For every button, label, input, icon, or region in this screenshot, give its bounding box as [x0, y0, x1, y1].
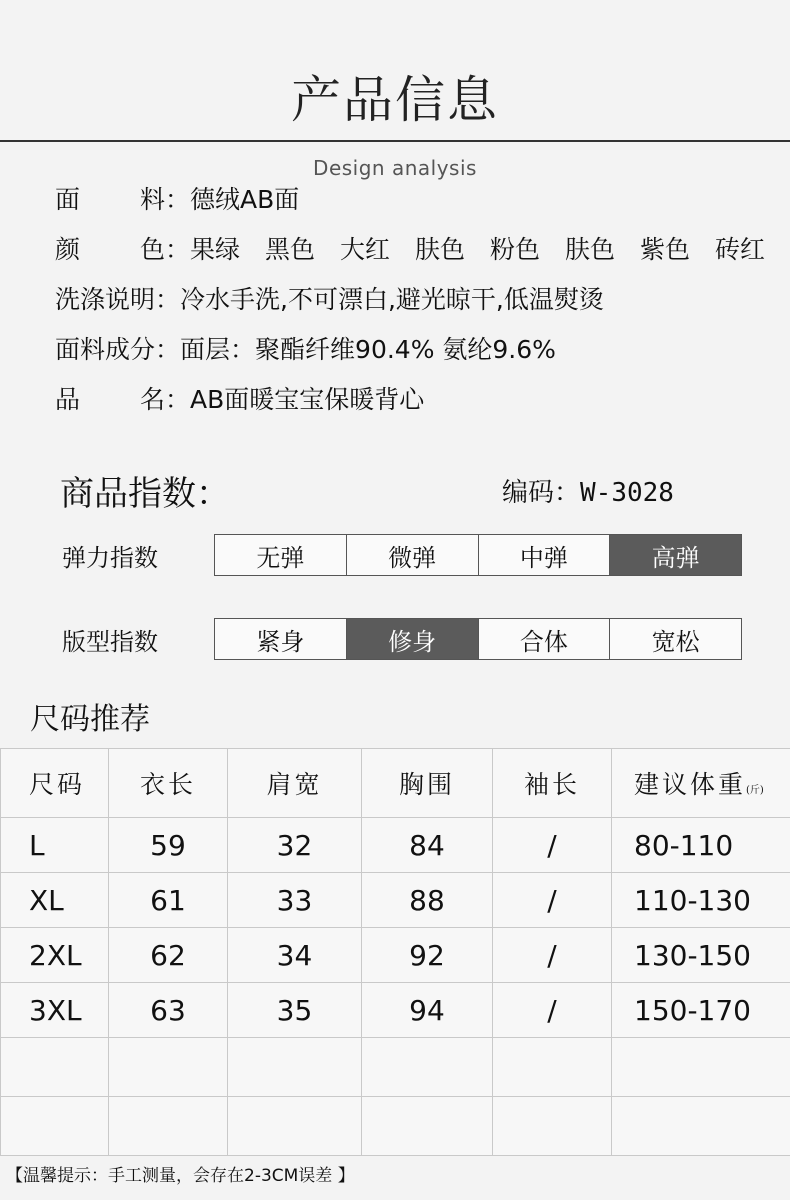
color-label: 颜 色 — [55, 235, 165, 264]
fabric-value: 德绒AB面 — [190, 185, 300, 214]
composition-value: 面层：聚酯纤维90.4% 氨纶9.6% — [180, 335, 556, 364]
info-row-wash: 洗涤说明：冷水手洗,不可漂白,避光晾干,低温熨烫 — [55, 280, 604, 316]
col-length-header: 衣长 — [109, 749, 228, 818]
elasticity-option: 微弹 — [346, 535, 478, 575]
fit-option: 修身 — [346, 619, 478, 659]
size-heading: 尺码推荐 — [30, 702, 150, 737]
col-weight-header: 建议体重(斤) — [612, 749, 790, 818]
table-row: L 59 32 84 / 80-110 — [1, 818, 790, 873]
wash-value: 冷水手洗,不可漂白,避光晾干,低温熨烫 — [180, 285, 604, 314]
index-title: 商品指数： — [60, 474, 230, 514]
code-label: 编码： — [502, 478, 581, 508]
col-size-header: 尺码 — [1, 749, 109, 818]
col-chest-header: 胸围 — [362, 749, 493, 818]
fit-label: 版型指数 — [62, 628, 158, 656]
table-row: 2XL 62 34 92 / 130-150 — [1, 928, 790, 983]
title-divider — [0, 140, 790, 142]
fit-option: 宽松 — [609, 619, 741, 659]
table-row: XL 61 33 88 / 110-130 — [1, 873, 790, 928]
col-sleeve-header: 袖长 — [493, 749, 612, 818]
col-shoulder-header: 肩宽 — [228, 749, 362, 818]
info-row-fabric: 面 料 ：德绒AB面 — [55, 180, 299, 216]
size-table — [0, 748, 790, 1156]
table-row-empty — [1, 1038, 790, 1097]
product-code — [502, 472, 674, 509]
info-row-name: 品 名 ：AB面暖宝宝保暖背心 — [55, 380, 424, 416]
info-row-color: 颜 色 ：果绿 黑色 大红 肤色 粉色 肤色 紫色 砖红 — [55, 230, 765, 266]
wash-label: 洗涤说明 — [55, 285, 156, 314]
page-subtitle: Design analysis — [313, 156, 477, 180]
weight-unit: (斤) — [746, 785, 764, 796]
table-row: 3XL 63 35 94 / 150-170 — [1, 983, 790, 1038]
name-label: 品 名 — [55, 385, 165, 414]
table-row-empty — [1, 1097, 790, 1156]
fit-option: 合体 — [478, 619, 610, 659]
elasticity-option: 中弹 — [478, 535, 610, 575]
color-value: 果绿 黑色 大红 肤色 粉色 肤色 紫色 砖红 — [190, 235, 766, 264]
code-value: W-3028 — [580, 478, 674, 508]
size-table-header — [1, 749, 790, 818]
measurement-tip: 【温馨提示：手工测量，会存在2-3CM误差 】 — [6, 1166, 355, 1186]
name-value: AB面暖宝宝保暖背心 — [190, 385, 425, 414]
elasticity-option: 高弹 — [609, 535, 741, 575]
fit-scale — [214, 618, 742, 660]
fabric-label: 面 料 — [55, 185, 165, 214]
elasticity-scale — [214, 534, 742, 576]
fit-option: 紧身 — [215, 619, 346, 659]
elasticity-option: 无弹 — [215, 535, 346, 575]
elasticity-label: 弹力指数 — [62, 544, 158, 572]
info-row-composition: 面料成分：面层：聚酯纤维90.4% 氨纶9.6% — [55, 330, 556, 366]
page-title: 产品信息 — [291, 71, 499, 129]
composition-label: 面料成分 — [55, 335, 156, 364]
